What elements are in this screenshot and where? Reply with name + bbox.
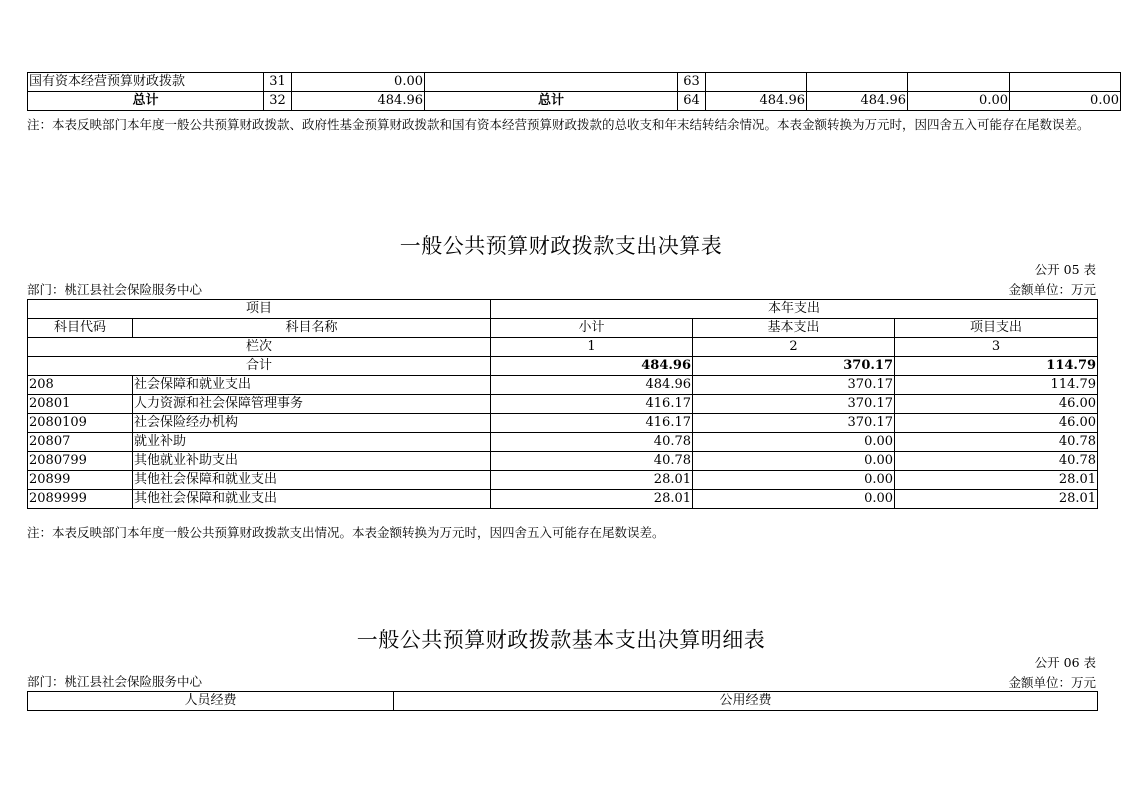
subject-code: 2080799 xyxy=(28,452,133,471)
subtotal: 40.78 xyxy=(491,433,693,452)
left-line-number: 32 xyxy=(264,92,292,111)
header-project: 项目 xyxy=(28,300,491,319)
basic-expense: 0.00 xyxy=(693,471,895,490)
basic-expense: 0.00 xyxy=(693,452,895,471)
header-basic: 基本支出 xyxy=(693,319,895,338)
budget-summary-table xyxy=(27,72,1121,111)
right-line-number: 64 xyxy=(678,92,706,111)
form05-title: 一般公共预算财政拨款支出决算表 xyxy=(399,234,723,258)
table-row xyxy=(28,452,1098,471)
table-row xyxy=(28,433,1098,452)
project-expense: 114.79 xyxy=(895,376,1098,395)
subject-name: 其他社会保障和就业支出 xyxy=(133,490,491,509)
right-amount-1 xyxy=(706,73,807,92)
project-expense: 28.01 xyxy=(895,471,1098,490)
header-name: 科目名称 xyxy=(133,319,491,338)
top-table-note: 注：本表反映部门本年度一般公共预算财政拨款、政府性基金预算财政拨款和国有资本经营预算财政拨款的总收支和年末结转结余情况。本表金额转换为万元时，因四舍五入可能存在尾数误差。 xyxy=(27,117,1090,132)
form06-table xyxy=(27,691,1098,711)
table-row xyxy=(28,414,1098,433)
header-code: 科目代码 xyxy=(28,319,133,338)
subtotal: 28.01 xyxy=(491,471,693,490)
subject-code: 20899 xyxy=(28,471,133,490)
form06-title: 一般公共预算财政拨款基本支出决算明细表 xyxy=(356,628,766,652)
right-amount-2 xyxy=(807,73,908,92)
column-number: 3 xyxy=(895,338,1098,357)
subject-name: 其他就业补助支出 xyxy=(133,452,491,471)
subject-code: 20801 xyxy=(28,395,133,414)
project-expense: 46.00 xyxy=(895,414,1098,433)
subtotal: 40.78 xyxy=(491,452,693,471)
column-number: 1 xyxy=(491,338,693,357)
total-basic: 370.17 xyxy=(693,357,895,376)
form05-code: 公开 05 表 xyxy=(1034,262,1096,277)
right-amount-4: 0.00 xyxy=(1010,92,1121,111)
form06-unit: 金额单位：万元 xyxy=(1008,675,1096,690)
basic-expense: 370.17 xyxy=(693,395,895,414)
header-row xyxy=(28,692,1098,711)
table-row xyxy=(28,73,1121,92)
table-row xyxy=(28,92,1121,111)
subtotal: 416.17 xyxy=(491,414,693,433)
column-row-label: 栏次 xyxy=(28,338,491,357)
header-row xyxy=(28,300,1098,319)
project-expense: 28.01 xyxy=(895,490,1098,509)
table-row xyxy=(28,471,1098,490)
right-amount-3: 0.00 xyxy=(908,92,1010,111)
left-amount: 484.96 xyxy=(292,92,425,111)
total-row xyxy=(28,357,1098,376)
basic-expense: 370.17 xyxy=(693,376,895,395)
subject-code: 2080109 xyxy=(28,414,133,433)
project-expense: 40.78 xyxy=(895,433,1098,452)
form05-table xyxy=(27,299,1098,509)
subtotal: 28.01 xyxy=(491,490,693,509)
right-amount-4 xyxy=(1010,73,1121,92)
header-row xyxy=(28,319,1098,338)
subject-name: 社会保险经办机构 xyxy=(133,414,491,433)
table-row xyxy=(28,376,1098,395)
project-expense: 46.00 xyxy=(895,395,1098,414)
right-amount-3 xyxy=(908,73,1010,92)
subject-code: 208 xyxy=(28,376,133,395)
left-amount: 0.00 xyxy=(292,73,425,92)
header-public: 公用经费 xyxy=(394,692,1098,711)
subject-name: 人力资源和社会保障管理事务 xyxy=(133,395,491,414)
subject-name: 其他社会保障和就业支出 xyxy=(133,471,491,490)
subject-code: 20807 xyxy=(28,433,133,452)
form06-code: 公开 06 表 xyxy=(1034,655,1096,670)
total-subtotal: 484.96 xyxy=(491,357,693,376)
subject-code: 2089999 xyxy=(28,490,133,509)
project-expense: 40.78 xyxy=(895,452,1098,471)
total-project: 114.79 xyxy=(895,357,1098,376)
subtotal: 416.17 xyxy=(491,395,693,414)
header-personnel: 人员经费 xyxy=(28,692,394,711)
left-line-number: 31 xyxy=(264,73,292,92)
table-row xyxy=(28,490,1098,509)
right-amount-2: 484.96 xyxy=(807,92,908,111)
subject-name: 社会保障和就业支出 xyxy=(133,376,491,395)
left-total-label: 总计 xyxy=(28,92,264,111)
column-number-row xyxy=(28,338,1098,357)
right-line-number: 63 xyxy=(678,73,706,92)
basic-expense: 0.00 xyxy=(693,433,895,452)
form05-unit: 金额单位：万元 xyxy=(1008,282,1096,297)
subject-name: 就业补助 xyxy=(133,433,491,452)
header-subtotal: 小计 xyxy=(491,319,693,338)
right-amount-1: 484.96 xyxy=(706,92,807,111)
total-label: 合计 xyxy=(28,357,491,376)
subtotal: 484.96 xyxy=(491,376,693,395)
form06-department: 部门：桃江县社会保险服务中心 xyxy=(27,674,203,689)
basic-expense: 370.17 xyxy=(693,414,895,433)
header-year-expense: 本年支出 xyxy=(491,300,1098,319)
form05-note: 注：本表反映部门本年度一般公共预算财政拨款支出情况。本表金额转换为万元时，因四舍五入可能存在尾数误差。 xyxy=(27,525,665,540)
header-project-expense: 项目支出 xyxy=(895,319,1098,338)
form05-department: 部门：桃江县社会保险服务中心 xyxy=(27,282,203,297)
left-item-label: 国有资本经营预算财政拨款 xyxy=(28,73,264,92)
right-item-label xyxy=(425,73,678,92)
right-total-label: 总计 xyxy=(425,92,678,111)
table-row xyxy=(28,395,1098,414)
column-number: 2 xyxy=(693,338,895,357)
basic-expense: 0.00 xyxy=(693,490,895,509)
